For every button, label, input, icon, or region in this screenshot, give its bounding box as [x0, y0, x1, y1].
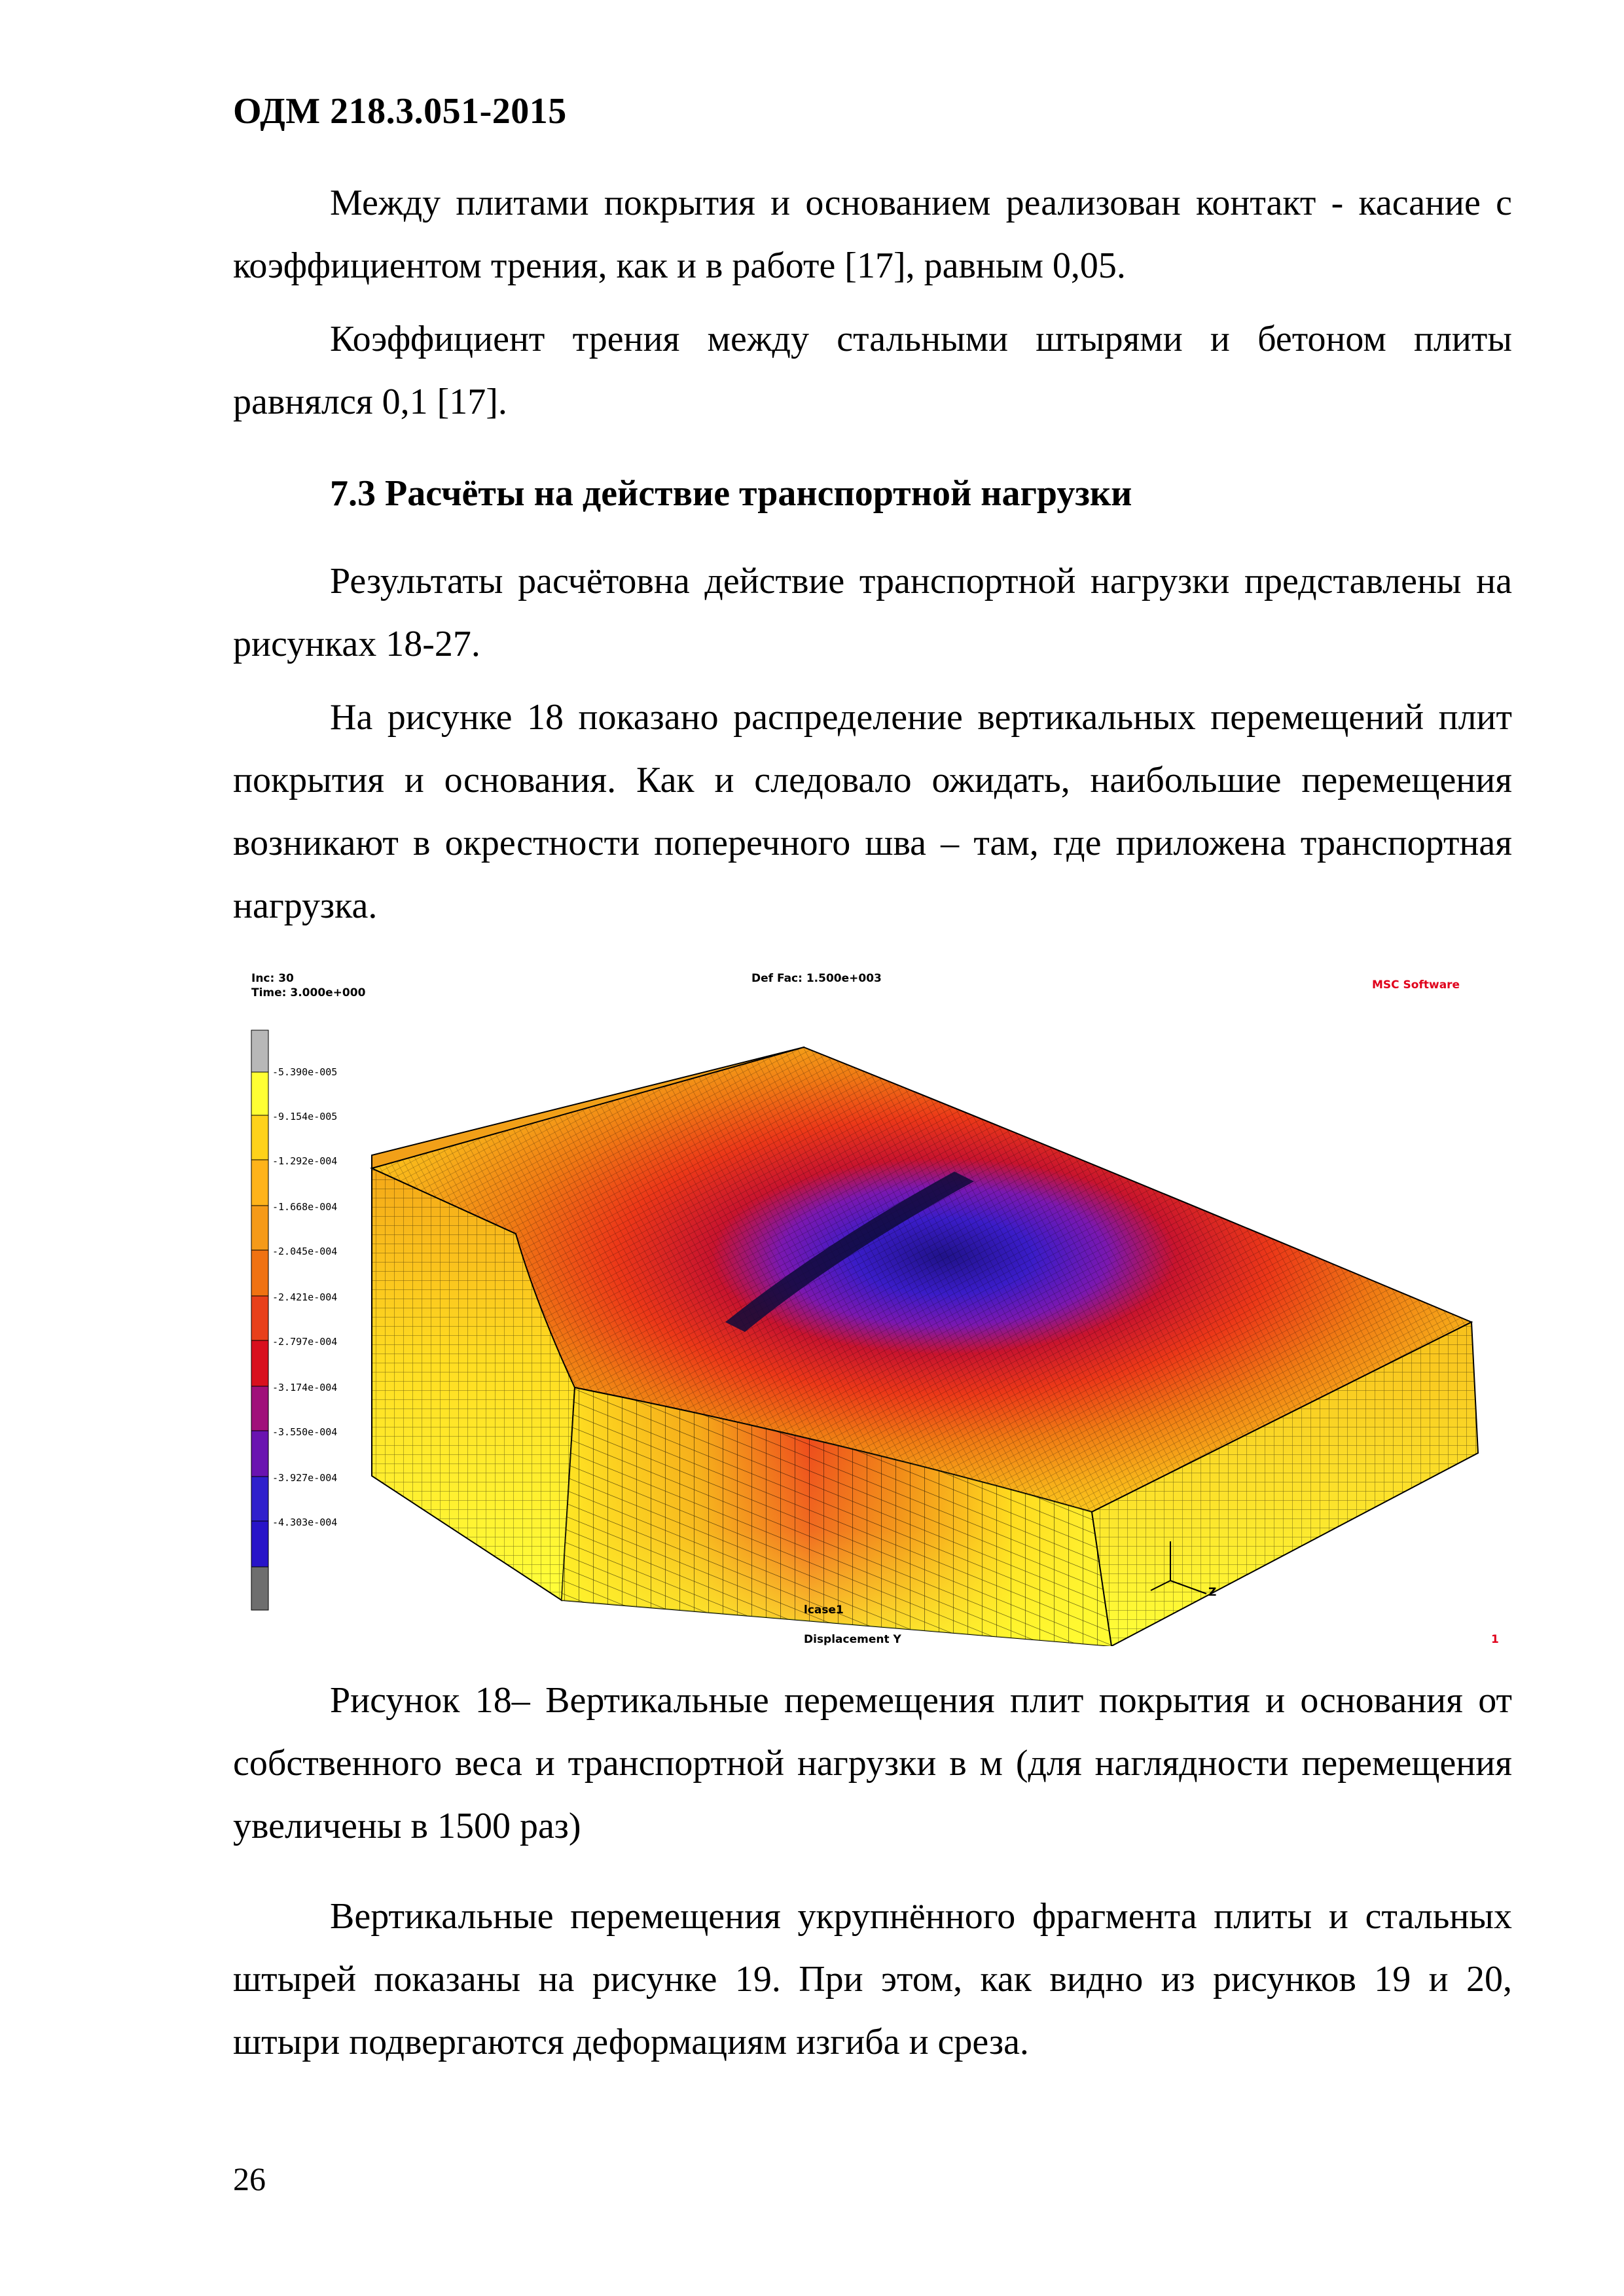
increment-label: Inc: 30 — [251, 972, 294, 985]
scale-tick-label: -4.303e-004 — [272, 1516, 338, 1528]
scale-swatch — [251, 1477, 268, 1521]
scale-swatch — [251, 1115, 268, 1160]
scale-swatch — [251, 1567, 268, 1610]
load-case-label: lcase1 — [804, 1604, 844, 1617]
scale-swatch — [251, 1296, 268, 1340]
scale-tick-label: -3.927e-004 — [272, 1472, 338, 1484]
frame-number: 1 — [1491, 1633, 1499, 1646]
axis-z-label: Z — [1208, 1586, 1217, 1599]
page-number: 26 — [233, 2161, 266, 2197]
scale-swatch — [251, 1340, 268, 1386]
paragraph-figure-18-intro: На рисунке 18 показано распределение вертикальных перемещений плит покрытия и основания. Как и следовало ожидать, наибольшие перемещения возникают в окрестности поперечного шва – там, где приложена транспортная нагрузка. — [233, 697, 1512, 926]
scale-tick-label: -2.045e-004 — [272, 1246, 338, 1257]
scale-tick-label: -2.421e-004 — [272, 1291, 338, 1303]
scale-swatch — [251, 1160, 268, 1206]
paragraph-friction: Коэффициент трения между стальными штырями и бетоном плиты равнялся 0,1 [17]. — [233, 319, 1512, 422]
scale-tick-label: -2.797e-004 — [272, 1336, 338, 1348]
deformation-factor-label: Def Fac: 1.500e+003 — [751, 972, 882, 985]
time-label: Time: 3.000e+000 — [251, 986, 366, 999]
section-heading: 7.3 Расчёты на действие транспортной нагрузки — [330, 473, 1132, 514]
scale-swatch — [251, 1250, 268, 1296]
scale-swatch — [251, 1206, 268, 1250]
scale-tick-label: -1.668e-004 — [272, 1201, 338, 1213]
result-type-label: Displacement Y — [804, 1633, 901, 1646]
paragraph-contact: Между плитами покрытия и основанием реализован контакт - касание с коэффициентом трения, как и в работе [17], равным 0,05. — [233, 183, 1512, 286]
scale-tick-label: -5.390e-005 — [272, 1066, 338, 1078]
scale-tick-label: -1.292e-004 — [272, 1155, 338, 1167]
scale-swatch — [251, 1431, 268, 1477]
paragraph-results: Результаты расчётовна действие транспортной нагрузки представлены на рисунках 18-27. — [233, 561, 1512, 664]
scale-swatch — [251, 1386, 268, 1431]
scale-swatch — [251, 1072, 268, 1115]
msc-software-logo: MSC Software — [1372, 978, 1460, 992]
scale-tick-label: -3.174e-004 — [272, 1382, 338, 1393]
page-header: ОДМ 218.3.051-2015 — [233, 91, 567, 132]
scale-tick-label: -9.154e-005 — [272, 1111, 338, 1122]
paragraph-figure-19: Вертикальные перемещения укрупнённого фрагмента плиты и стальных штырей показаны на рисунке 19. При этом, как видно из рисунков 19 и 20, штыри подвергаются деформациям изгиба и среза. — [233, 1896, 1512, 2062]
figure-18-fem-plot — [247, 969, 1517, 1646]
deformed-slab-model — [372, 1047, 1478, 1646]
figure-caption: Рисунок 18– Вертикальные перемещения плит покрытия и основания от собственного веса и транспортной нагрузки в м (для наглядности перемещения увеличены в 1500 раз) — [233, 1680, 1512, 1846]
scale-tick-label: -3.550e-004 — [272, 1426, 338, 1438]
scale-swatch — [251, 1030, 268, 1072]
scale-swatch — [251, 1521, 268, 1567]
color-scale-legend — [251, 1030, 337, 1610]
